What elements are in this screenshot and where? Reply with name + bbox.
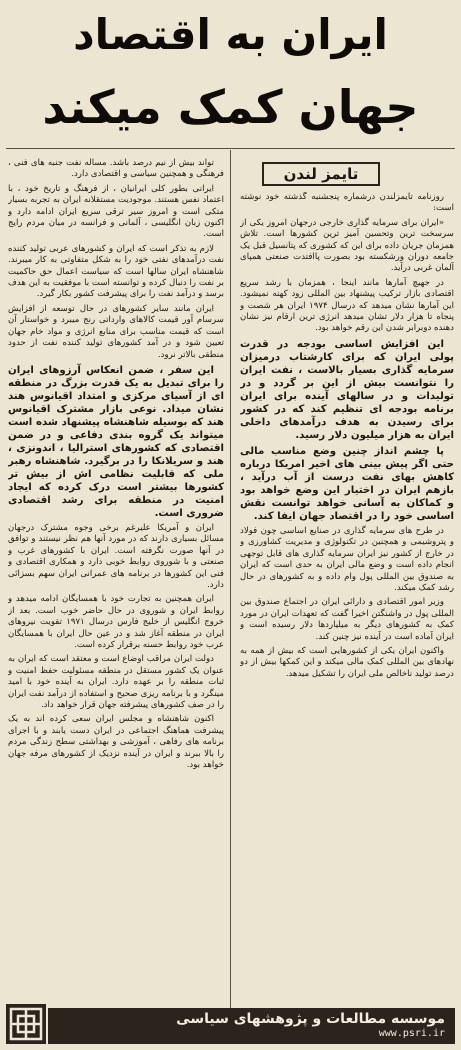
paragraph: در جهیچ آمارها مانند اینجا ، همزمان با رشد سریع اقتصادی بازار ترکیب پیشنهاد بین المللی زود کهنه نمیشود. این آمارها نشان میدهد که درسال ۱۹۷۴ ایران هر شصت و پنجاه تا هزار دلار تشان میدهد انرژی ترین ارقام نیز نشان دهنده دوبرابر شدن این رقم خواهد بود. bbox=[240, 277, 454, 334]
paragraph: تواند بیش از نیم درصد باشد. مسأله نفت جنبه های فنی ، فرهنگی و همچنین سیاسی و اقتصادی دارد. bbox=[8, 158, 224, 180]
paragraph: دولت ایران مراقب اوضاع است و معتقد است که ایران به عنوان یک کشور مستقل در منطقه مسئولیت حفظ امنیت و ثبات منطقه را بر عهده دارد. ایران به آینده خود با امید مینگرد و با برنامه ریزی صحیح و استفاده از درآمد نفت ایران را در صف کشورهای پیشرفته جهان قرار خواهد داد. bbox=[8, 654, 224, 710]
institute-logo-icon bbox=[6, 1004, 46, 1044]
paragraph: ایران همچنین به تجارت خود با همسایگان ادامه میدهد و روابط ایران و شوروی در حال حاضر خوب است. بعد از خروج انگلیس از خلیج فارس درسال ۱۹۷۱ تقویت نیروهای ایران در منطقه آغاز شد و در عین حال ایران با همسایگان عرب خود روابط حسنه برقرار کرده است. bbox=[8, 594, 224, 650]
paragraph: در طرح های سرمایه گذاری در صنایع اساسی چون فولاد و پتروشیمی و همچنین در تکنولوژی و مدیریت کشاورزی و در خارج از کشور نیز ایران سرمایه گذاری های قابل توجهی انجام داده است و وضع مالی ایران به حدی است که ایران به صندوق بین المللی پول وام داده و به کشورهای در حال رشد کمک میکند. bbox=[240, 525, 454, 593]
headline-line-1: ایران به اقتصاد bbox=[73, 10, 388, 59]
left-column bbox=[8, 158, 224, 1028]
institute-url: www.psri.ir bbox=[378, 1028, 445, 1039]
column-divider bbox=[230, 150, 231, 1030]
paragraph: لازم به تذکر است که ایران و کشورهای عربی تولید کننده نفت درآمدهای نفتی خود را به شکل متفاوتی به کار میبرند. شاهنشاه ایران سالها است که سیاست اعمال حق حاکمیت بر نفت را دنبال کرده و توانسته است با موفقیت به این هدف برسد و درآمد نفت را برای پیشرفت کشور بکار گیرد. bbox=[8, 243, 224, 300]
paragraph: «ایران برای سرمایه گذاری خارجی درجهان امروز یکی از سرسخت ترین وتحسین آمیز ترین کشورها است. تلاش همزمان جریان داده برای این که کشوری که پتانسیل قبل یک جامعه دوران ورشکسته بود بصورت پاافتدت صنعتی همپای آلمان غربی درآید. bbox=[240, 217, 454, 274]
paragraph: ایران مانند سایر کشورهای در حال توسعه از افزایش سرسام آور قیمت کالاهای وارداتی رنج میبرد و خواستار آن است که قیمت مناسب برای منابع انرژی و مواد خام جهان تعیین شود و در آمد کشورهای تولید کننده نفت از حدود منطقی بالاتر نرود. bbox=[8, 303, 224, 360]
right-column bbox=[240, 192, 454, 1027]
footer-watermark-bar bbox=[48, 1008, 455, 1044]
paragraph: پا چشم انداز چنین وضع مناسب مالی حتی اگر پیش بینی های اخیر امریکا درباره کاهش بهای نفت درست از آب درآید ، بازهم ایران در اختیار این وضع خواهد بود و کماکان به آسانی خواهد توانست نقش اساسی خود را در اقتصاد جهان ایفا کند. bbox=[240, 445, 454, 522]
paragraph: واکنون ایران یکی از کشورهایی است که بیش از همه به نهادهای بین المللی کمک مالی میکند و این کمکها بیش از دو درصد تولید ناخالص ملی ایران را تشکیل میدهد. bbox=[240, 645, 454, 679]
paragraph: روزنامه تایمزلندن درشماره پنجشنبه گذشته خود نوشته است: bbox=[240, 192, 454, 214]
paragraph: این سفر ، ضمن انعکاس آرزوهای ایران را برای تبدیل به یک قدرت بزرگ در منطقه ای از آسیای مرکزی و امتداد اقیانوس هند نشان میداد. نوعی بازار مشترک اقیانوس هند که بوسیله شاهنشاه پیشنهاد شده است میتواند یک گروه بندی دفاعی و در ضمن اقتصادی که کشورهای استرالیا ، اندونزی ، هند و سریلانکا را در برگیرد. شاهنشاه رهبر ملی که قابلیت نظامی اش از بیش تر کشورها بیشتر است درک کرده که ایجاد امنیت در منطقه برای رشد اقتصادی ضروری است. bbox=[8, 364, 224, 519]
institute-name: موسسه مطالعات و پژوهشهای سیاسی bbox=[176, 1011, 445, 1027]
paragraph: ایران و آمریکا علیرغم برخی وجوه مشترک درجهان مسائل بسیاری دارند که در مورد آنها هم نظر نیستند و توافق در آنها صورت نگرفته است. ایران با کشورهای غرب و صنعتی و با شوروی روابط خوبی دارد و همکاری اقتصادی و فنی این کشورها در برنامه های عمرانی ایران سهم بسزائی دارد. bbox=[8, 522, 224, 590]
paragraph: این افزایش اساسی بودجه در قدرت پولی ایران که برای کارشتاب درمیزان سرمایه گذاری بسیار بالاست ، نفت ایران را نتوانست بیش از این بر گردد و در تولیدات و در سالهای آینده برای ایران برنامه بودجه ای تنظیم کند که در کشور برای رسیدن به هدف درآمدهای داخلی ایران به هزار میلیون دلار رسید. bbox=[240, 338, 454, 441]
headline-line-2: جهان کمک میکند bbox=[42, 80, 419, 134]
header-divider bbox=[6, 148, 455, 149]
byline-box: تایمز لندن bbox=[262, 162, 380, 186]
knot-pattern-icon bbox=[9, 1007, 43, 1041]
paragraph: وزیر امور اقتصادی و دارائی ایران در اجتماع صندوق بین المللی پول در واشنگتن اخیرا گفت که تعهدات ایران در مورد کمک به کشورهای دیگر به میلیاردها دلار رسیده است و ایران آماده است در آینده نیز چنین کند. bbox=[240, 597, 454, 642]
paragraph: ایرانی بطور کلی ایرانیان ، از فرهنگ و تاریخ خود ، با اعتماد نفس هستند. موجودیت مستقلانه ایران به تجربه بسیار متکی است و امروز سیر ترقی سریع ایران ادامه دارد و اکنون زبان انگلیسی ، آلمانی و فرانسه در میان مردم رایج است. bbox=[8, 183, 224, 240]
paragraph: اکنون شاهنشاه و مجلس ایران سعی کرده اند به یک پیشرفت هماهنگ اجتماعی در ایران دست یابند و با اجرای برنامه های رفاهی ، آموزشی و بهداشتی سطح زندگی مردم را بالا ببرند و ایران در آینده نزدیک از کشورهای مرفه جهان خواهد بود. bbox=[8, 714, 224, 771]
